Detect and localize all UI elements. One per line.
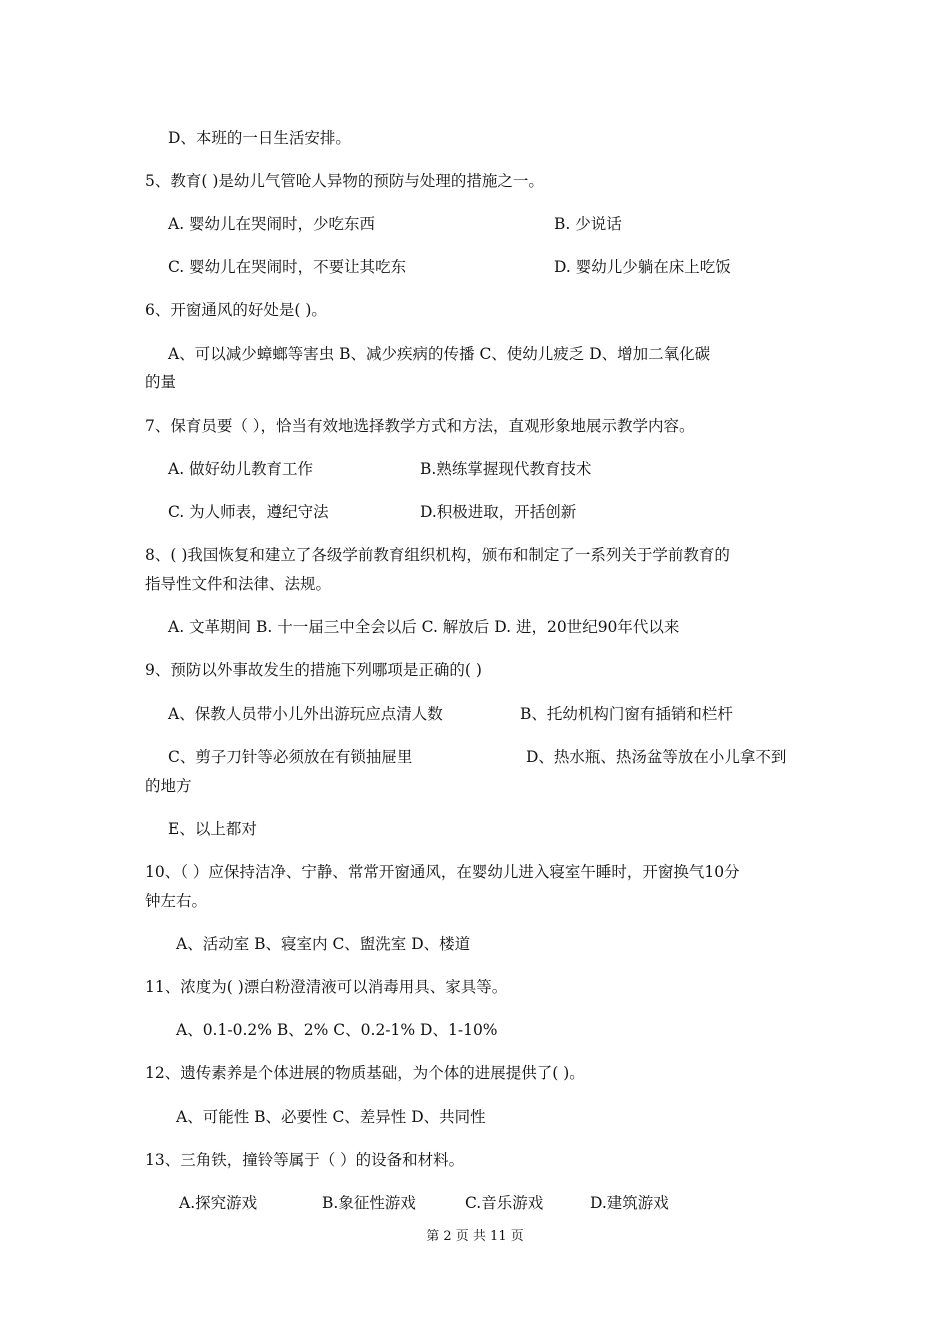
option-line: D、本班的一日生活安排。 — [168, 129, 351, 147]
option-line: A. 婴幼儿在哭闹时，少吃东西 — [168, 215, 376, 233]
question-line: 指导性文件和法律、法规。 — [145, 575, 332, 593]
option-line: 的地方 — [145, 777, 192, 795]
option-line: A、可以减少蟑螂等害虫 B、减少疾病的传播 C、使幼儿疲乏 D、增加二氧化碳 — [168, 345, 711, 363]
option-line: A、活动室 B、寝室内 C、盥洗室 D、楼道 — [176, 935, 471, 953]
option-line: B. 少说话 — [554, 215, 622, 233]
option-line: A、0.1-0.2% B、2% C、0.2-1% D、1-10% — [176, 1021, 498, 1039]
question-line: 11、浓度为( )漂白粉澄清液可以消毒用具、家具等。 — [145, 978, 508, 996]
option-line: D.建筑游戏 — [590, 1194, 669, 1212]
option-line: E、以上都对 — [168, 820, 257, 838]
question-line: 钟左右。 — [145, 892, 208, 910]
question-line: 8、( )我国恢复和建立了各级学前教育组织机构，颁布和制定了一系列关于学前教育的 — [145, 546, 730, 564]
page-footer: 第 2 页 共 11 页 — [426, 1229, 524, 1244]
option-line: D.积极进取，开括创新 — [420, 503, 577, 521]
option-line: B.象征性游戏 — [322, 1194, 416, 1212]
option-line: C. 为人师表，遵纪守法 — [168, 503, 329, 521]
question-line: 7、保育员要（ ），恰当有效地选择教学方式和方法，直观形象地展示教学内容。 — [145, 417, 695, 435]
option-line: A. 文革期间 B. 十一届三中全会以后 C. 解放后 D. 进，20世纪90年代以来 — [168, 618, 680, 636]
option-line: A、保教人员带小儿外出游玩应点清人数 — [168, 705, 443, 723]
option-line: A.探究游戏 — [179, 1194, 258, 1212]
question-line: 9、预防以外事故发生的措施下列哪项是正确的( ) — [145, 661, 482, 679]
option-line: C、剪子刀针等必须放在有锁抽屉里 — [168, 748, 413, 766]
question-line: 5、教育( )是幼儿气管呛人异物的预防与处理的措施之一。 — [145, 172, 544, 190]
option-line: D. 婴幼儿少躺在床上吃饭 — [554, 258, 731, 276]
question-line: 13、三角铁，撞铃等属于（ ）的设备和材料。 — [145, 1151, 465, 1169]
question-line: 6、开窗通风的好处是( )。 — [145, 301, 327, 319]
option-line: B.熟练掌握现代教育技术 — [420, 460, 592, 478]
option-line: B、托幼机构门窗有插销和栏杆 — [520, 705, 733, 723]
question-line: 12、遗传素养是个体进展的物质基础，为个体的进展提供了( )。 — [145, 1064, 585, 1082]
option-line: C.音乐游戏 — [465, 1194, 544, 1212]
option-line: 的量 — [145, 373, 177, 391]
option-line: A、可能性 B、必要性 C、差异性 D、共同性 — [176, 1108, 486, 1126]
option-line: A. 做好幼儿教育工作 — [168, 460, 314, 478]
question-line: 10、（ ）应保持洁净、宁静、常常开窗通风，在婴幼儿进入寝室午睡时，开窗换气10分 — [145, 863, 740, 881]
option-line: D、热水瓶、热汤盆等放在小儿拿不到 — [526, 748, 787, 766]
option-line: C. 婴幼儿在哭闹时，不要让其吃东 — [168, 258, 407, 276]
